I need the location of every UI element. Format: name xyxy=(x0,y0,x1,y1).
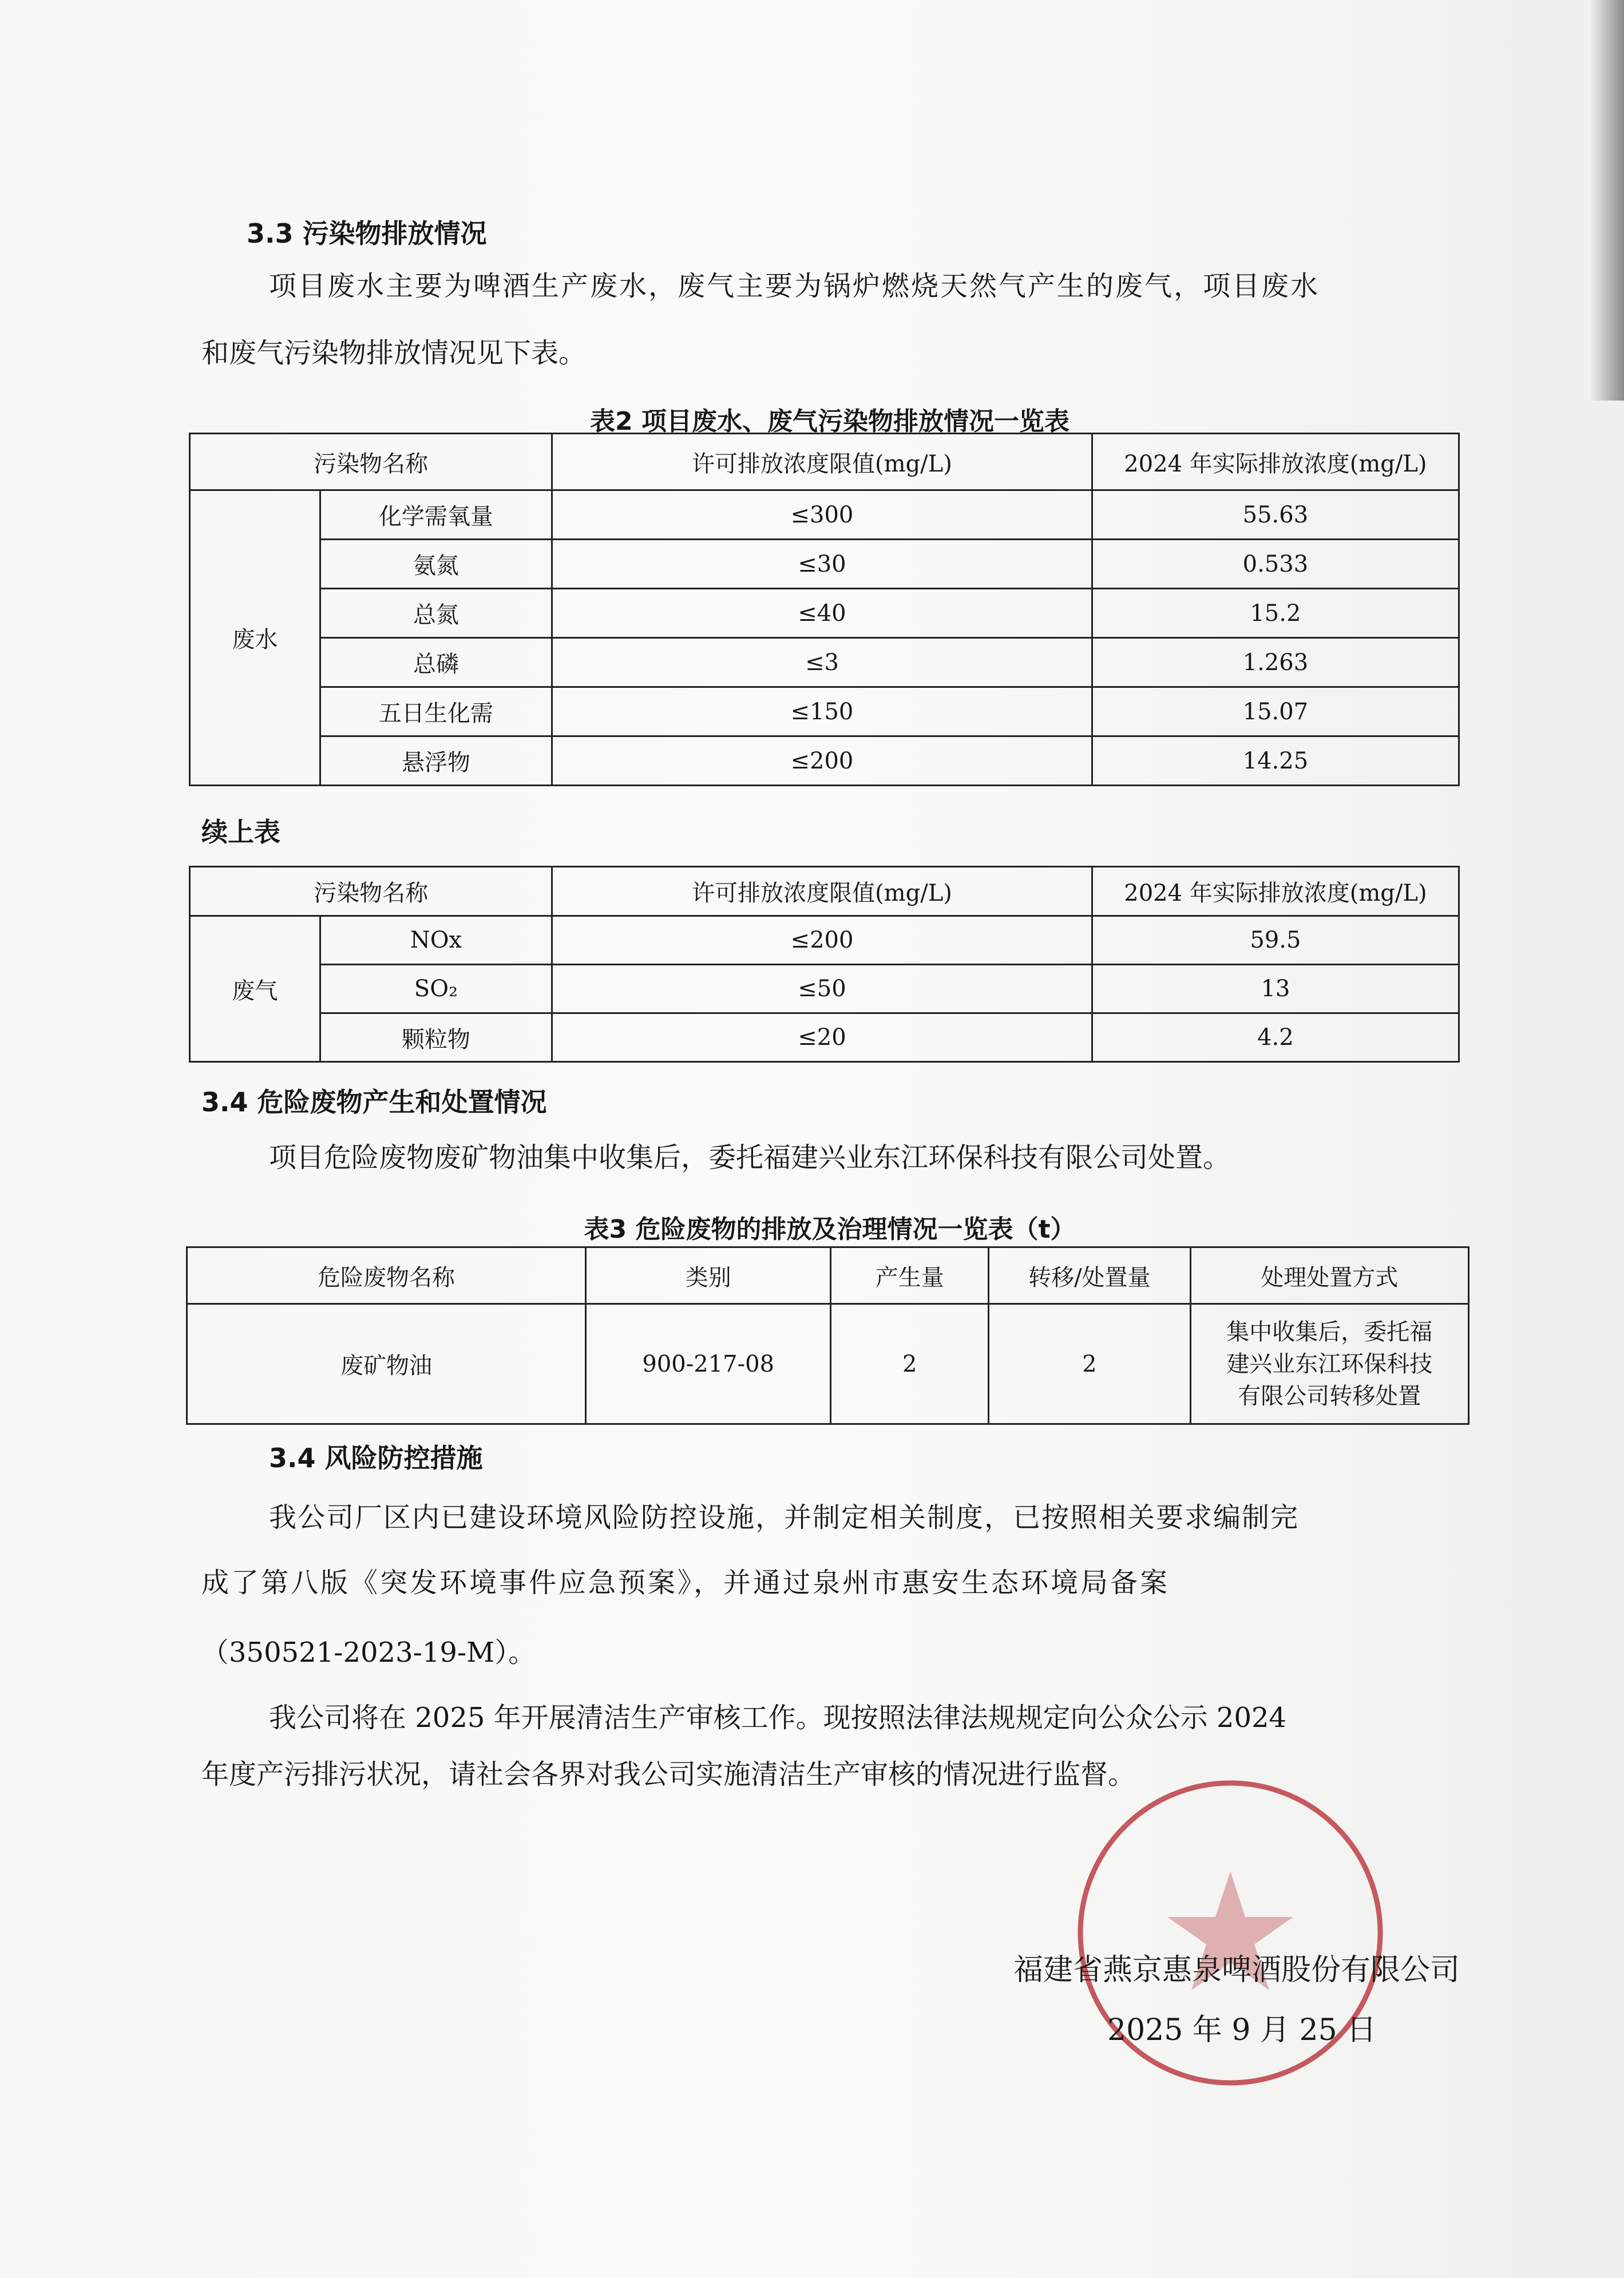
table3-caption: 表3 危险废物的排放及治理情况一览表（t） xyxy=(584,1215,1076,1244)
method-line: 建兴业东江环保科技 xyxy=(1226,1350,1433,1377)
header-waste-name: 危险废物名称 xyxy=(187,1247,586,1304)
table-row xyxy=(190,638,1459,687)
table-row xyxy=(190,1013,1459,1062)
risk-para1-line3: （350521-2023-19-M）。 xyxy=(201,1637,536,1669)
pollutant-name: 总氮 xyxy=(320,589,552,638)
method-line: 有限公司转移处置 xyxy=(1238,1382,1421,1409)
pollutant-name: 氨氮 xyxy=(320,540,552,589)
table2-continued-label: 续上表 xyxy=(201,817,280,847)
section-3-4-hazardous-heading: 3.4 危险废物产生和处置情况 xyxy=(201,1087,547,1118)
table-row xyxy=(190,687,1459,736)
table3 xyxy=(186,1246,1469,1425)
limit-value: ≤20 xyxy=(552,1013,1092,1062)
pollutant-name: 总磷 xyxy=(320,638,552,687)
header-actual: 2024 年实际排放浓度(mg/L) xyxy=(1092,434,1459,490)
header-actual: 2024 年实际排放浓度(mg/L) xyxy=(1092,867,1459,916)
table2-caption: 表2 项目废水、废气污染物排放情况一览表 xyxy=(590,407,1070,436)
table-row xyxy=(190,540,1459,589)
limit-value: ≤40 xyxy=(552,589,1092,638)
table-row xyxy=(190,965,1459,1013)
risk-para2-line2: 年度产污排污状况，请社会各界对我公司实施清洁生产审核的情况进行监督。 xyxy=(201,1758,1136,1790)
group-exhaust-gas: 废气 xyxy=(190,916,320,1062)
table-row xyxy=(190,916,1459,965)
signature-date: 2025 年 9 月 25 日 xyxy=(1107,2013,1377,2047)
header-method: 处理处置方式 xyxy=(1190,1247,1468,1304)
limit-value: ≤50 xyxy=(552,965,1092,1013)
limit-value: ≤200 xyxy=(552,916,1092,965)
header-pollutant: 污染物名称 xyxy=(190,867,552,916)
table2-header-row xyxy=(190,434,1459,490)
actual-value: 0.533 xyxy=(1092,540,1459,589)
header-produced: 产生量 xyxy=(831,1247,989,1304)
produced-amount: 2 xyxy=(831,1304,989,1424)
section-3-3-para-line2: 和废气污染物排放情况见下表。 xyxy=(201,337,587,369)
risk-para2-line1: 我公司将在 2025 年开展清洁生产审核工作。现按照法律法规规定向公众公示 2024 xyxy=(269,1702,1287,1734)
actual-value: 4.2 xyxy=(1092,1013,1459,1062)
pollutant-name: 化学需氧量 xyxy=(320,490,552,540)
section-3-4-hazardous-para: 项目危险废物废矿物油集中收集后，委托福建兴业东江环保科技有限公司处置。 xyxy=(269,1142,1231,1174)
limit-value: ≤200 xyxy=(552,736,1092,786)
transferred-amount: 2 xyxy=(989,1304,1191,1424)
header-transferred: 转移/处置量 xyxy=(989,1247,1191,1304)
waste-name: 废矿物油 xyxy=(187,1304,586,1424)
limit-value: ≤150 xyxy=(552,687,1092,736)
actual-value: 15.2 xyxy=(1092,589,1459,638)
section-3-4-risk-heading: 3.4 风险防控措施 xyxy=(269,1443,483,1473)
pollutant-name: 悬浮物 xyxy=(320,736,552,786)
limit-value: ≤300 xyxy=(552,490,1092,540)
header-limit: 许可排放浓度限值(mg/L) xyxy=(552,867,1092,916)
disposal-method xyxy=(1190,1304,1468,1424)
table3-header-row xyxy=(187,1247,1469,1304)
limit-value: ≤30 xyxy=(552,540,1092,589)
actual-value: 59.5 xyxy=(1092,916,1459,965)
actual-value: 1.263 xyxy=(1092,638,1459,687)
table-row xyxy=(190,736,1459,786)
actual-value: 15.07 xyxy=(1092,687,1459,736)
signature-company: 福建省燕京惠泉啤酒股份有限公司 xyxy=(1013,1953,1460,1987)
table-row xyxy=(190,490,1459,540)
table2 xyxy=(189,433,1460,786)
group-wastewater: 废水 xyxy=(190,490,320,786)
waste-category: 900-217-08 xyxy=(585,1304,830,1424)
actual-value: 14.25 xyxy=(1092,736,1459,786)
pollutant-name: SO₂ xyxy=(320,965,552,1013)
risk-para1-line1: 我公司厂区内已建设环境风险防控设施，并制定相关制度，已按照相关要求编制完 xyxy=(269,1502,1300,1534)
table2-continued xyxy=(189,866,1460,1063)
pollutant-name: 颗粒物 xyxy=(320,1013,552,1062)
method-line: 集中收集后，委托福 xyxy=(1226,1318,1433,1345)
risk-para1-line2: 成了第八版《突发环境事件应急预案》，并通过泉州市惠安生态环境局备案 xyxy=(201,1567,1170,1599)
table-row xyxy=(190,589,1459,638)
header-category: 类别 xyxy=(585,1247,830,1304)
section-3-3-para-line1: 项目废水主要为啤酒生产废水，废气主要为锅炉燃烧天然气产生的废气，项目废水 xyxy=(269,270,1320,302)
table-row xyxy=(187,1304,1469,1424)
section-3-3-heading: 3.3 污染物排放情况 xyxy=(247,218,487,249)
actual-value: 13 xyxy=(1092,965,1459,1013)
limit-value: ≤3 xyxy=(552,638,1092,687)
header-limit: 许可排放浓度限值(mg/L) xyxy=(552,434,1092,490)
header-pollutant: 污染物名称 xyxy=(190,434,552,490)
pollutant-name: NOx xyxy=(320,916,552,965)
actual-value: 55.63 xyxy=(1092,490,1459,540)
pollutant-name: 五日生化需 xyxy=(320,687,552,736)
photo-edge-shadow xyxy=(1590,0,1624,401)
table2-cont-header-row xyxy=(190,867,1459,916)
